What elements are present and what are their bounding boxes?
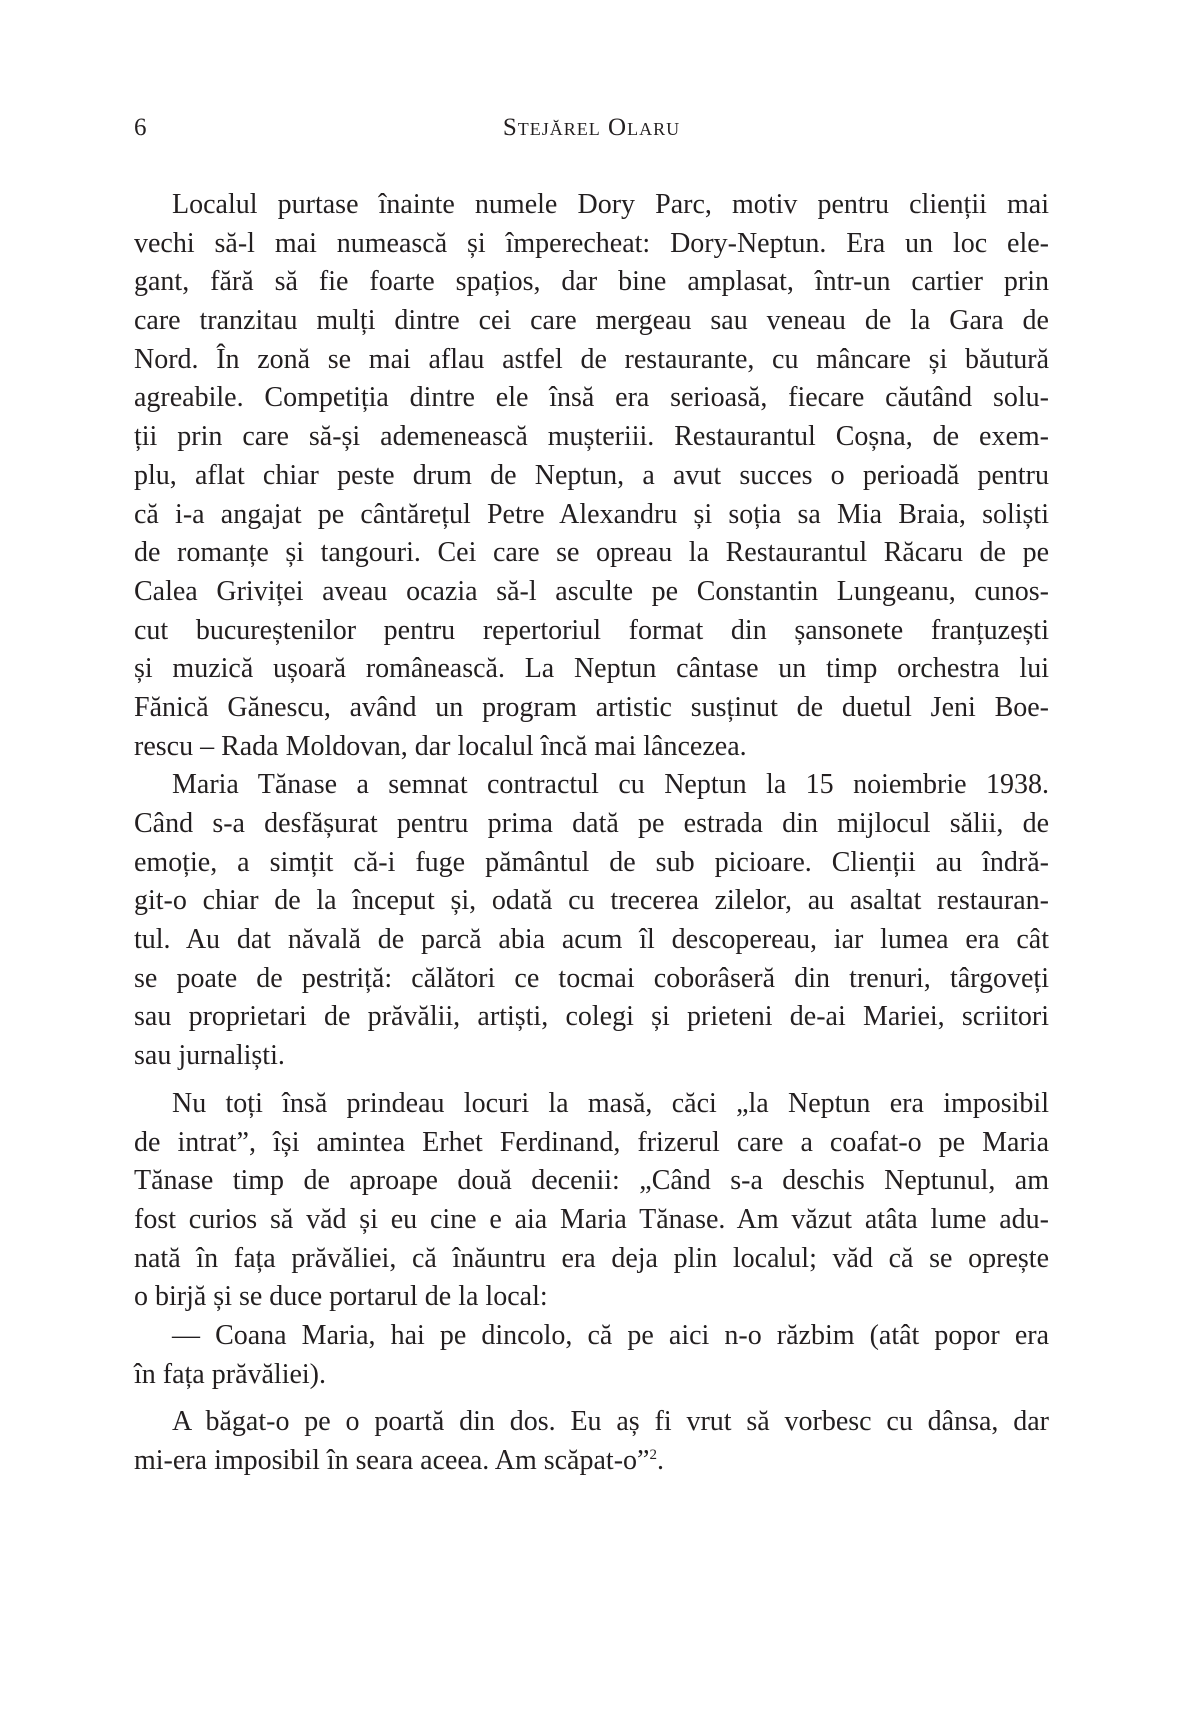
text-line: vechi să-l mai numească și împerecheat: Dory-Neptun. Era un loc ele-: [134, 227, 1049, 259]
footnote-reference[interactable]: 2: [649, 1447, 657, 1463]
text-line: A băgat-o pe o poartă din dos. Eu aș fi vrut să vorbesc cu dânsa, dar: [172, 1406, 1049, 1438]
text-line: rescu – Rada Moldovan, dar localul încă mai lâncezea.: [134, 730, 747, 762]
text-line: sau proprietari de prăvălii, artiști, colegi și prieteni de-ai Mariei, scriitori: [134, 1001, 1049, 1033]
text-line: de intrat”, își amintea Erhet Ferdinand, frizerul care a coafat-o pe Maria: [134, 1126, 1049, 1158]
running-head: [134, 110, 1049, 146]
text-line: ții prin care să-și ademenească mușteriii. Restaurantul Coșna, de exem-: [134, 421, 1049, 453]
text-line-final: [134, 1442, 1049, 1481]
text-line: că i-a angajat pe cântărețul Petre Alexandru și soția sa Mia Braia, soliști: [134, 498, 1049, 530]
text-line: Calea Griviței aveau ocazia să-l asculte pe Constantin Lungeanu, cunos-: [134, 575, 1049, 607]
text-line: Fănică Gănescu, având un program artistic susținut de duetul Jeni Boe-: [134, 691, 1049, 723]
body-text: [134, 186, 1049, 1481]
text-line: gant, fără să fie foarte spațios, dar bine amplasat, într-un cartier prin: [134, 266, 1049, 298]
text-line: git-o chiar de la început și, odată cu trecerea zilelor, au asaltat restauran-: [134, 885, 1049, 917]
text-line: Nord. În zonă se mai aflau astfel de restaurante, cu mâncare și băutură: [134, 343, 1049, 375]
text-line: Când s-a desfășurat pentru prima dată pe estrada din mijlocul sălii, de: [134, 808, 1049, 839]
text-line: Tănase timp de aproape două decenii: „Când s-a deschis Neptunul, am: [134, 1165, 1049, 1197]
text-line: Localul purtase înainte numele Dory Parc, motiv pentru clienții mai: [172, 189, 1049, 220]
text-line: în fața prăvăliei).: [134, 1358, 327, 1390]
text-line: sau jurnaliști.: [134, 1040, 285, 1072]
text-line: Maria Tănase a semnat contractul cu Neptun la 15 noiembrie 1938.: [172, 769, 1049, 801]
text-line: — Coana Maria, hai pe dincolo, că pe aici n-o răzbim (atât popor era: [172, 1319, 1049, 1351]
running-head-author: Stejărel Olaru: [502, 114, 681, 141]
text-line: se poate de pestriță: călători ce tocmai coborâseră din trenuri, târgoveți: [134, 962, 1049, 994]
text-line: o birjă și se duce portarul de la local:: [134, 1281, 548, 1313]
text-line: de romanțe și tangouri. Cei care se opreau la Restaurantul Răcaru de pe: [134, 537, 1049, 569]
text-line: nată în fața prăvăliei, că înăuntru era deja plin localul; văd că se oprește: [134, 1242, 1049, 1274]
text-line: plu, aflat chiar peste drum de Neptun, a avut succes o perioadă pentru: [134, 459, 1049, 491]
text-line: și muzică ușoară românească. La Neptun cântase un timp orchestra lui: [134, 653, 1049, 685]
page-number: 6: [134, 114, 147, 141]
text-line: cut bucureștenilor pentru repertoriul format din șansonete franțuzești: [134, 614, 1049, 646]
text-line: fost curios să văd și eu cine e aia Maria Tănase. Am văzut atâta lume adu-: [134, 1203, 1049, 1235]
text-line: tul. Au dat năvală de parcă abia acum îl descopereau, iar lumea era cât: [134, 924, 1049, 956]
text-fragment: .: [656, 1445, 664, 1476]
text-fragment: mi-era imposibil în seara aceea. Am scăpat-o”: [134, 1445, 650, 1476]
text-line: agreabile. Competiția dintre ele însă era serioasă, fiecare căutând solu-: [134, 382, 1049, 414]
text-line: emoție, a simțit că-i fuge pământul de sub picioare. Clienții au îndră-: [134, 846, 1049, 878]
text-line: Nu toți însă prindeau locuri la masă, căci „la Neptun era imposibil: [172, 1087, 1049, 1119]
text-line: care tranzitau mulți dintre cei care mergeau sau veneau de la Gara de: [134, 305, 1049, 337]
